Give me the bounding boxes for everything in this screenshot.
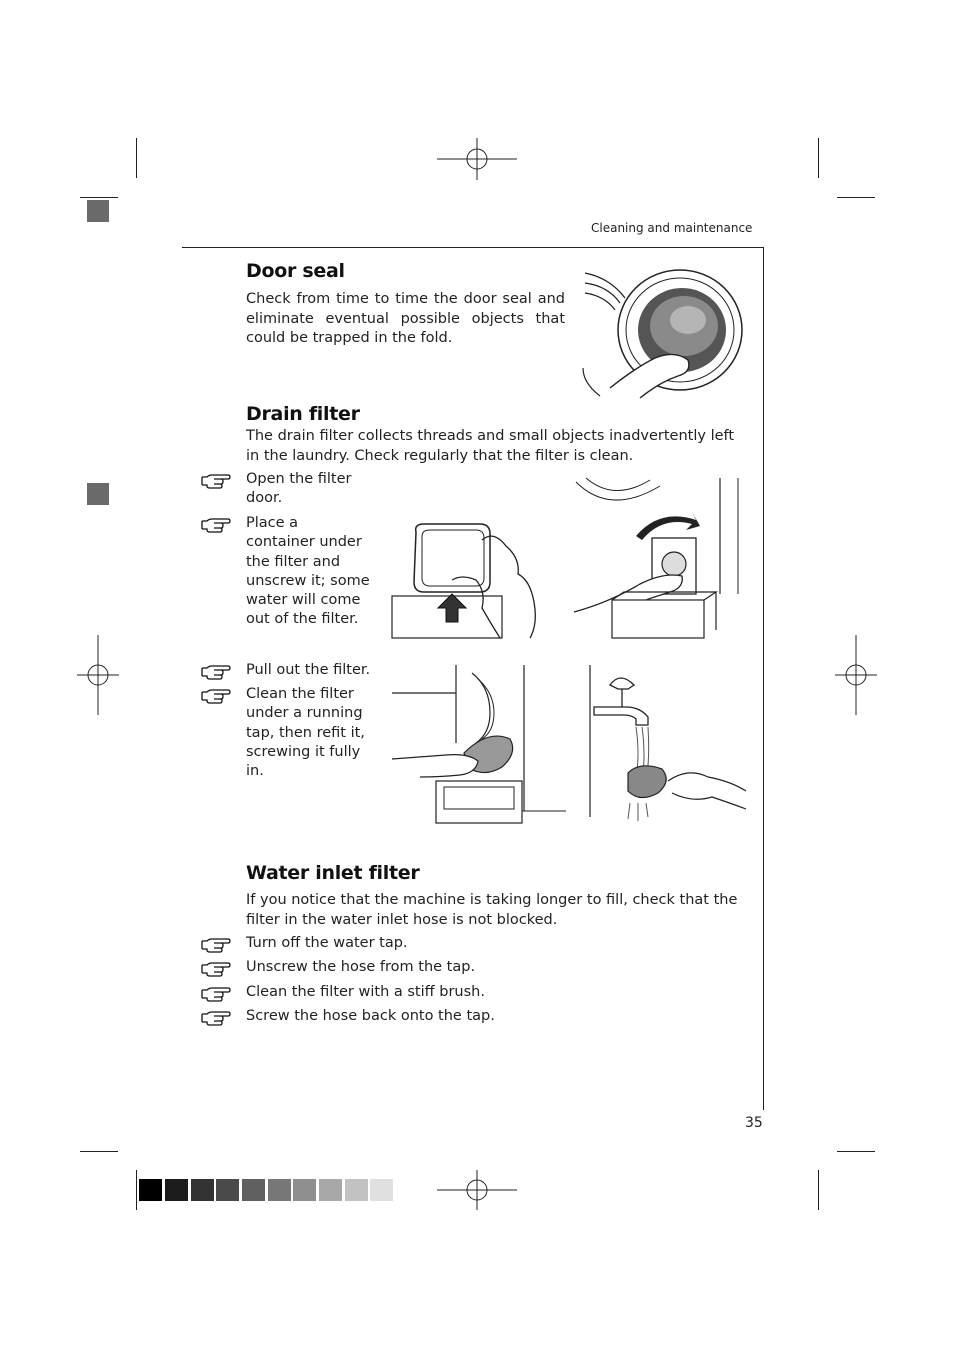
color-swatch <box>242 1179 265 1201</box>
drain-filter-title: Drain filter <box>246 403 360 425</box>
pointing-hand-icon <box>201 937 231 953</box>
door-seal-text: Check from time to time the door seal and eliminate eventual possible objects that could be trapped in the fold. <box>246 291 565 346</box>
page-number: 35 <box>745 1115 763 1131</box>
color-swatch <box>165 1179 188 1201</box>
tab-marker-top <box>87 200 109 222</box>
step-text: Clean the filter under a running tap, then refit it, screwing it fully in. <box>246 686 365 780</box>
water-inlet-filter-title: Water inlet filter <box>246 862 420 884</box>
drain-filter-intro: The drain filter collects threads and small objects inadvertently left in the laundry. Check regularly that the filter is clean. <box>246 428 735 464</box>
color-swatch <box>319 1179 342 1201</box>
step-text: Open the filter door. <box>246 471 352 507</box>
pointing-hand-icon <box>201 986 231 1002</box>
step-text: Unscrew the hose from the tap. <box>246 959 476 975</box>
registration-mark-top <box>437 138 517 180</box>
pointing-hand-icon <box>201 664 231 680</box>
registration-mark-right <box>835 635 877 715</box>
registration-mark-left <box>77 635 119 715</box>
door-seal-illustration <box>580 268 748 402</box>
pointing-hand-icon <box>201 688 231 704</box>
step-text: Screw the hose back onto the tap. <box>246 1008 495 1024</box>
pointing-hand-icon <box>201 1010 231 1026</box>
color-swatch <box>370 1179 393 1201</box>
step-text: Clean the filter with a stiff brush. <box>246 984 485 1000</box>
step-text: Pull out the filter. <box>246 662 371 678</box>
pointing-hand-icon <box>201 473 231 489</box>
color-swatch <box>345 1179 368 1201</box>
color-swatch <box>268 1179 291 1201</box>
registration-mark-bottom <box>437 1170 517 1210</box>
step-text: Turn off the water tap. <box>246 935 408 951</box>
open-filter-door-illustration <box>390 520 540 640</box>
page-side-rule <box>763 247 764 1110</box>
color-swatch <box>191 1179 214 1201</box>
door-seal-title: Door seal <box>246 260 345 282</box>
tab-marker-middle <box>87 483 109 505</box>
pull-out-filter-illustration <box>390 663 568 828</box>
color-swatch <box>139 1179 162 1201</box>
water-inlet-filter-intro: If you notice that the machine is taking longer to fill, check that the filter in the water inlet hose is not blocked. <box>246 892 738 928</box>
pointing-hand-icon <box>201 517 231 533</box>
pointing-hand-icon <box>201 961 231 977</box>
step-text: Place a container under the filter and unscrew it; some water will come out of the filter. <box>246 515 370 628</box>
color-swatch <box>293 1179 316 1201</box>
running-header: Cleaning and maintenance <box>591 221 753 235</box>
header-rule <box>182 247 764 248</box>
unscrew-filter-illustration <box>570 476 748 641</box>
clean-filter-tap-illustration <box>588 663 748 821</box>
color-swatch <box>216 1179 239 1201</box>
